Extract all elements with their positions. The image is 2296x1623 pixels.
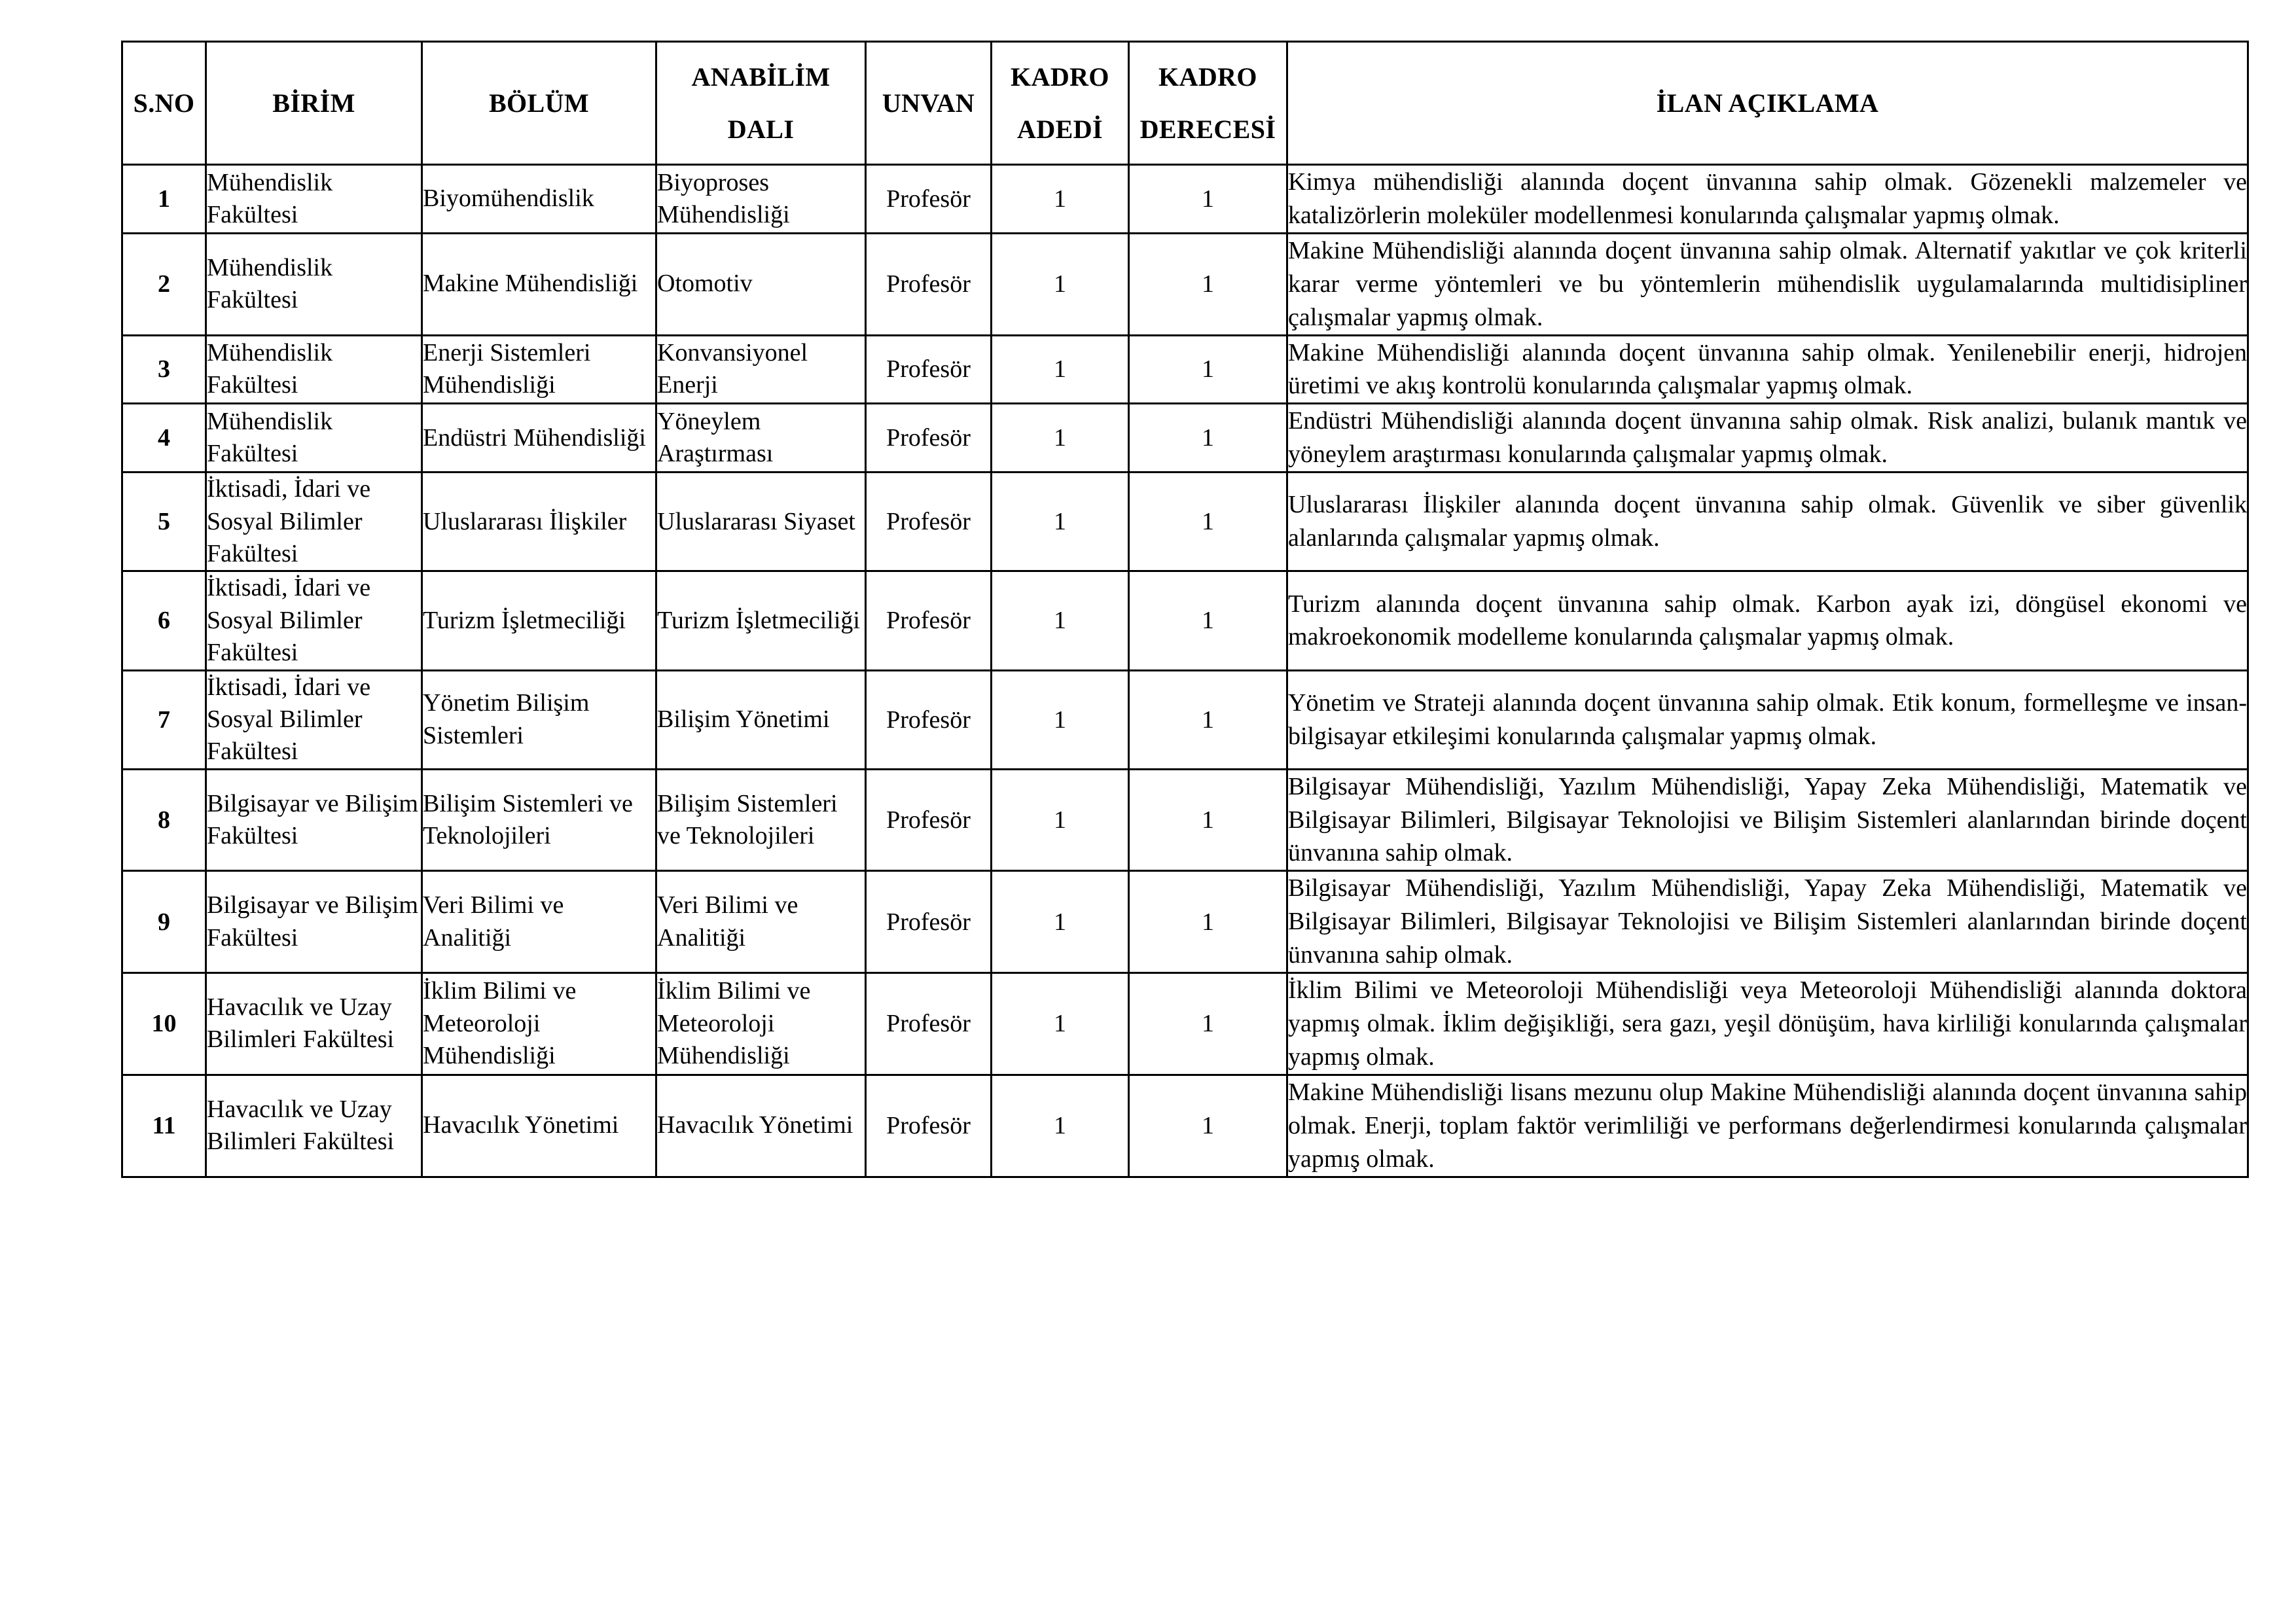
cell-birim: Bilgisayar ve Bilişim Fakültesi bbox=[206, 769, 422, 871]
cell-birim: Bilgisayar ve Bilişim Fakültesi bbox=[206, 871, 422, 973]
cell-bolum: Bilişim Sistemleri ve Teknolojileri bbox=[422, 769, 656, 871]
cell-kadro-adedi: 1 bbox=[992, 233, 1129, 335]
cell-ilan-aciklama: Kimya mühendisliği alanında doçent ünvanına sahip olmak. Gözenekli malzemeler ve katalizörlerin moleküler modellenmesi konularında çalışmalar yapmış olmak. bbox=[1287, 165, 2248, 234]
cell-anabilim-dali: Konvansiyonel Enerji bbox=[656, 335, 866, 404]
header-line-gap bbox=[992, 98, 1128, 109]
akademik-kadro-ilan-table bbox=[121, 41, 2249, 1178]
cell-birim: Mühendislik Fakültesi bbox=[206, 335, 422, 404]
cell-kadro-derecesi: 1 bbox=[1129, 165, 1287, 234]
cell-kadro-derecesi: 1 bbox=[1129, 769, 1287, 871]
cell-anabilim-dali: Uluslararası Siyaset bbox=[656, 473, 866, 571]
column-header-ilan-aciklama bbox=[1287, 42, 2248, 165]
cell-unvan: Profesör bbox=[866, 769, 992, 871]
cell-unvan: Profesör bbox=[866, 473, 992, 571]
cell-kadro-adedi: 1 bbox=[992, 473, 1129, 571]
cell-sno: 6 bbox=[122, 571, 206, 670]
cell-kadro-derecesi: 1 bbox=[1129, 1075, 1287, 1177]
cell-kadro-derecesi: 1 bbox=[1129, 404, 1287, 473]
cell-anabilim-dali: Yöneylem Araştırması bbox=[656, 404, 866, 473]
table-row bbox=[122, 769, 2248, 871]
column-header-kadro-derecesi-line1: KADRO bbox=[1158, 62, 1257, 92]
table-row bbox=[122, 1075, 2248, 1177]
cell-kadro-derecesi: 1 bbox=[1129, 233, 1287, 335]
table-row bbox=[122, 335, 2248, 404]
column-header-unvan-label: UNVAN bbox=[882, 88, 975, 118]
cell-kadro-derecesi: 1 bbox=[1129, 571, 1287, 670]
cell-anabilim-dali: Veri Bilimi ve Analitiği bbox=[656, 871, 866, 973]
cell-kadro-derecesi: 1 bbox=[1129, 973, 1287, 1075]
cell-unvan: Profesör bbox=[866, 571, 992, 670]
table-body bbox=[122, 165, 2248, 1177]
cell-unvan: Profesör bbox=[866, 670, 992, 769]
cell-kadro-adedi: 1 bbox=[992, 335, 1129, 404]
header-line-gap bbox=[657, 98, 865, 109]
cell-ilan-aciklama: Yönetim ve Strateji alanında doçent ünvanına sahip olmak. Etik konum, formelleşme ve insan-bilgisayar etkileşimi konularında çalışmalar yapmış olmak. bbox=[1287, 670, 2248, 769]
cell-sno: 10 bbox=[122, 973, 206, 1075]
column-header-kadro-derecesi-line2: DERECESİ bbox=[1139, 114, 1276, 144]
cell-ilan-aciklama: Uluslararası İlişkiler alanında doçent ünvanına sahip olmak. Güvenlik ve siber güvenlik alanlarında çalışmalar yapmış olmak. bbox=[1287, 473, 2248, 571]
cell-unvan: Profesör bbox=[866, 404, 992, 473]
cell-sno: 3 bbox=[122, 335, 206, 404]
cell-ilan-aciklama: Makine Mühendisliği alanında doçent ünvanına sahip olmak. Yenilenebilir enerji, hidrojen üretimi ve akış kontrolü konularında çalışmalar yapmış olmak. bbox=[1287, 335, 2248, 404]
cell-bolum: İklim Bilimi ve Meteoroloji Mühendisliği bbox=[422, 973, 656, 1075]
cell-kadro-derecesi: 1 bbox=[1129, 670, 1287, 769]
table-row bbox=[122, 670, 2248, 769]
cell-birim: Mühendislik Fakültesi bbox=[206, 404, 422, 473]
cell-unvan: Profesör bbox=[866, 1075, 992, 1177]
cell-ilan-aciklama: Makine Mühendisliği lisans mezunu olup Makine Mühendisliği alanında doçent ünvanına sahip olmak. Enerji, toplam faktör verimliliği ve performans değerlendirmesi konularında çalışmalar yapmış olmak. bbox=[1287, 1075, 2248, 1177]
cell-kadro-derecesi: 1 bbox=[1129, 871, 1287, 973]
cell-birim: Havacılık ve Uzay Bilimleri Fakültesi bbox=[206, 973, 422, 1075]
column-header-unvan bbox=[866, 42, 992, 165]
cell-sno: 7 bbox=[122, 670, 206, 769]
cell-sno: 2 bbox=[122, 233, 206, 335]
cell-ilan-aciklama: Bilgisayar Mühendisliği, Yazılım Mühendisliği, Yapay Zeka Mühendisliği, Matematik ve Bilgisayar Bilimleri, Bilgisayar Teknolojisi ve Bilişim Sistemleri alanlarından birinde doçent ünvanına sahip olmak. bbox=[1287, 769, 2248, 871]
cell-anabilim-dali: Bilişim Sistemleri ve Teknolojileri bbox=[656, 769, 866, 871]
cell-anabilim-dali: Bilişim Yönetimi bbox=[656, 670, 866, 769]
column-header-birim bbox=[206, 42, 422, 165]
cell-unvan: Profesör bbox=[866, 165, 992, 234]
cell-bolum: Makine Mühendisliği bbox=[422, 233, 656, 335]
table-header bbox=[122, 42, 2248, 165]
column-header-kadro-derecesi bbox=[1129, 42, 1287, 165]
cell-bolum: Havacılık Yönetimi bbox=[422, 1075, 656, 1177]
table-row bbox=[122, 571, 2248, 670]
cell-bolum: Uluslararası İlişkiler bbox=[422, 473, 656, 571]
table-row bbox=[122, 973, 2248, 1075]
cell-sno: 11 bbox=[122, 1075, 206, 1177]
cell-sno: 5 bbox=[122, 473, 206, 571]
cell-birim: İktisadi, İdari ve Sosyal Bilimler Fakültesi bbox=[206, 670, 422, 769]
cell-kadro-adedi: 1 bbox=[992, 571, 1129, 670]
cell-sno: 1 bbox=[122, 165, 206, 234]
cell-anabilim-dali: Otomotiv bbox=[656, 233, 866, 335]
cell-kadro-adedi: 1 bbox=[992, 871, 1129, 973]
cell-sno: 9 bbox=[122, 871, 206, 973]
column-header-kadro-adedi-line2: ADEDİ bbox=[1017, 114, 1103, 144]
cell-anabilim-dali: Biyoproses Mühendisliği bbox=[656, 165, 866, 234]
column-header-birim-label: BİRİM bbox=[272, 88, 355, 118]
cell-bolum: Enerji Sistemleri Mühendisliği bbox=[422, 335, 656, 404]
table-row bbox=[122, 233, 2248, 335]
column-header-anabilim-line1: ANABİLİM bbox=[691, 62, 831, 92]
cell-anabilim-dali: Turizm İşletmeciliği bbox=[656, 571, 866, 670]
column-header-bolum bbox=[422, 42, 656, 165]
cell-bolum: Yönetim Bilişim Sistemleri bbox=[422, 670, 656, 769]
table-row bbox=[122, 871, 2248, 973]
cell-kadro-adedi: 1 bbox=[992, 973, 1129, 1075]
cell-bolum: Endüstri Mühendisliği bbox=[422, 404, 656, 473]
table-header-row bbox=[122, 42, 2248, 165]
cell-bolum: Biyomühendislik bbox=[422, 165, 656, 234]
cell-ilan-aciklama: Makine Mühendisliği alanında doçent ünvanına sahip olmak. Alternatif yakıtlar ve çok kriterli karar verme yöntemleri ve bu yöntemlerin mühendislik uygulamalarında multidisipliner çalışmalar yapmış olmak. bbox=[1287, 233, 2248, 335]
cell-sno: 4 bbox=[122, 404, 206, 473]
cell-ilan-aciklama: Endüstri Mühendisliği alanında doçent ünvanına sahip olmak. Risk analizi, bulanık mantık ve yöneylem araştırması konularında çalışmalar yapmış olmak. bbox=[1287, 404, 2248, 473]
column-header-ilan-aciklama-label: İLAN AÇIKLAMA bbox=[1656, 88, 1879, 118]
cell-bolum: Turizm İşletmeciliği bbox=[422, 571, 656, 670]
table-row bbox=[122, 473, 2248, 571]
cell-unvan: Profesör bbox=[866, 233, 992, 335]
cell-kadro-derecesi: 1 bbox=[1129, 473, 1287, 571]
cell-birim: Havacılık ve Uzay Bilimleri Fakültesi bbox=[206, 1075, 422, 1177]
table-row bbox=[122, 404, 2248, 473]
cell-unvan: Profesör bbox=[866, 871, 992, 973]
cell-bolum: Veri Bilimi ve Analitiği bbox=[422, 871, 656, 973]
cell-ilan-aciklama: Bilgisayar Mühendisliği, Yazılım Mühendisliği, Yapay Zeka Mühendisliği, Matematik ve Bilgisayar Bilimleri, Bilgisayar Teknolojisi ve Bilişim Sistemleri alanlarından birinde doçent ünvanına sahip olmak. bbox=[1287, 871, 2248, 973]
cell-birim: İktisadi, İdari ve Sosyal Bilimler Fakültesi bbox=[206, 473, 422, 571]
header-line-gap bbox=[1130, 98, 1286, 109]
cell-anabilim-dali: İklim Bilimi ve Meteoroloji Mühendisliği bbox=[656, 973, 866, 1075]
cell-kadro-adedi: 1 bbox=[992, 404, 1129, 473]
cell-birim: İktisadi, İdari ve Sosyal Bilimler Fakültesi bbox=[206, 571, 422, 670]
cell-kadro-adedi: 1 bbox=[992, 670, 1129, 769]
column-header-bolum-label: BÖLÜM bbox=[488, 88, 590, 118]
column-header-anabilim-dali bbox=[656, 42, 866, 165]
column-header-anabilim-line2: DALI bbox=[727, 114, 795, 144]
cell-birim: Mühendislik Fakültesi bbox=[206, 233, 422, 335]
column-header-sno-label: S.NO bbox=[133, 88, 195, 118]
cell-ilan-aciklama: İklim Bilimi ve Meteoroloji Mühendisliği veya Meteoroloji Mühendisliği alanında doktora yapmış olmak. İklim değişikliği, sera gazı, yeşil dönüşüm, hava kirliliği konularında çalışmalar yapmış olmak. bbox=[1287, 973, 2248, 1075]
column-header-kadro-adedi bbox=[992, 42, 1129, 165]
cell-kadro-adedi: 1 bbox=[992, 165, 1129, 234]
cell-birim: Mühendislik Fakültesi bbox=[206, 165, 422, 234]
cell-unvan: Profesör bbox=[866, 973, 992, 1075]
table-row bbox=[122, 165, 2248, 234]
cell-unvan: Profesör bbox=[866, 335, 992, 404]
cell-kadro-adedi: 1 bbox=[992, 769, 1129, 871]
column-header-kadro-adedi-line1: KADRO bbox=[1011, 62, 1109, 92]
cell-anabilim-dali: Havacılık Yönetimi bbox=[656, 1075, 866, 1177]
cell-sno: 8 bbox=[122, 769, 206, 871]
cell-kadro-derecesi: 1 bbox=[1129, 335, 1287, 404]
cell-ilan-aciklama: Turizm alanında doçent ünvanına sahip olmak. Karbon ayak izi, döngüsel ekonomi ve makroekonomik modelleme konularında çalışmalar yapmış olmak. bbox=[1287, 571, 2248, 670]
column-header-sno bbox=[122, 42, 206, 165]
cell-kadro-adedi: 1 bbox=[992, 1075, 1129, 1177]
